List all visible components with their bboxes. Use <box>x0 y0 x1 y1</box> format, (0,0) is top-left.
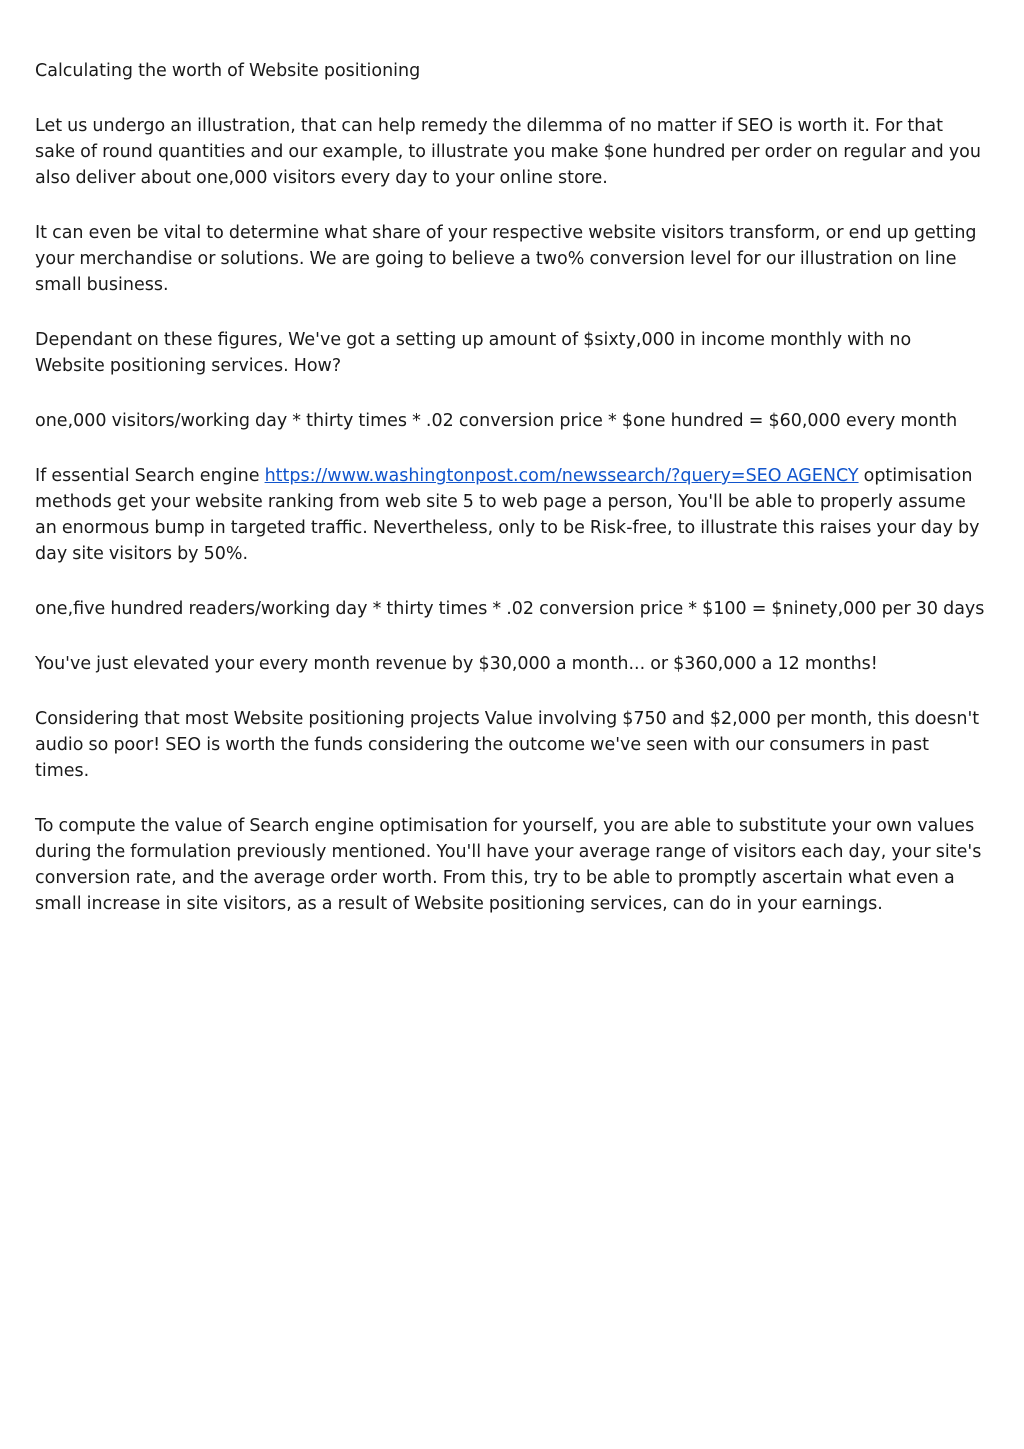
paragraph-compute-value: To compute the value of Search engine optimisation for yourself, you are able to substitute your own values during the formulation previously mentioned. You'll have your average range of visitors each day, your site's conversion rate, and the average order worth. From this, try to be able to promptly ascertain what even a small increase in site visitors, as a result of Website positioning services, can do in your earnings. <box>35 816 982 914</box>
washingtonpost-search-link[interactable]: https://www.washingtonpost.com/newssearch/?query=SEO AGENCY <box>264 466 859 486</box>
paragraph-cost-comparison: Considering that most Website positioning projects Value involving $750 and $2,000 per month, this doesn't audio so poor! SEO is worth the funds considering the outcome we've seen with our consumers in past times. <box>35 709 980 781</box>
paragraph-traffic-bump <box>35 463 985 567</box>
paragraph-intro: Let us undergo an illustration, that can help remedy the dilemma of no matter if SEO is worth it. For that sake of round quantities and our example, to illustrate you make $one hundred per order on regular and you also deliver about one,000 visitors every day to your online store. <box>35 116 981 188</box>
paragraph-baseline-income: Dependant on these figures, We've got a setting up amount of $sixty,000 in income monthly with no Website positioning services. How? <box>35 330 912 376</box>
document-body <box>35 58 985 946</box>
paragraph-revenue-increase: You've just elevated your every month revenue by $30,000 a month... or $360,000 a 12 months! <box>35 654 878 674</box>
paragraph-conversion: It can even be vital to determine what share of your respective website visitors transform, or end up getting your merchandise or solutions. We are going to believe a two% conversion level for our illustration on line small business. <box>35 223 977 295</box>
paragraph-baseline-formula: one,000 visitors/working day * thirty times * .02 conversion price * $one hundred = $60,000 every month <box>35 411 958 431</box>
paragraph-traffic-bump-after: optimisation methods get your website ranking from web site 5 to web page a person, You'll be able to properly assume an enormous bump in targeted traffic. Nevertheless, only to be Risk-free, to illustrate this raises your day by day site visitors by 50%. <box>35 466 980 564</box>
paragraph-traffic-bump-before: If essential Search engine <box>35 466 265 486</box>
document-heading: Calculating the worth of Website positioning <box>35 61 421 81</box>
paragraph-improved-formula: one,five hundred readers/working day * thirty times * .02 conversion price * $100 = $ninety,000 per 30 days <box>35 599 985 619</box>
